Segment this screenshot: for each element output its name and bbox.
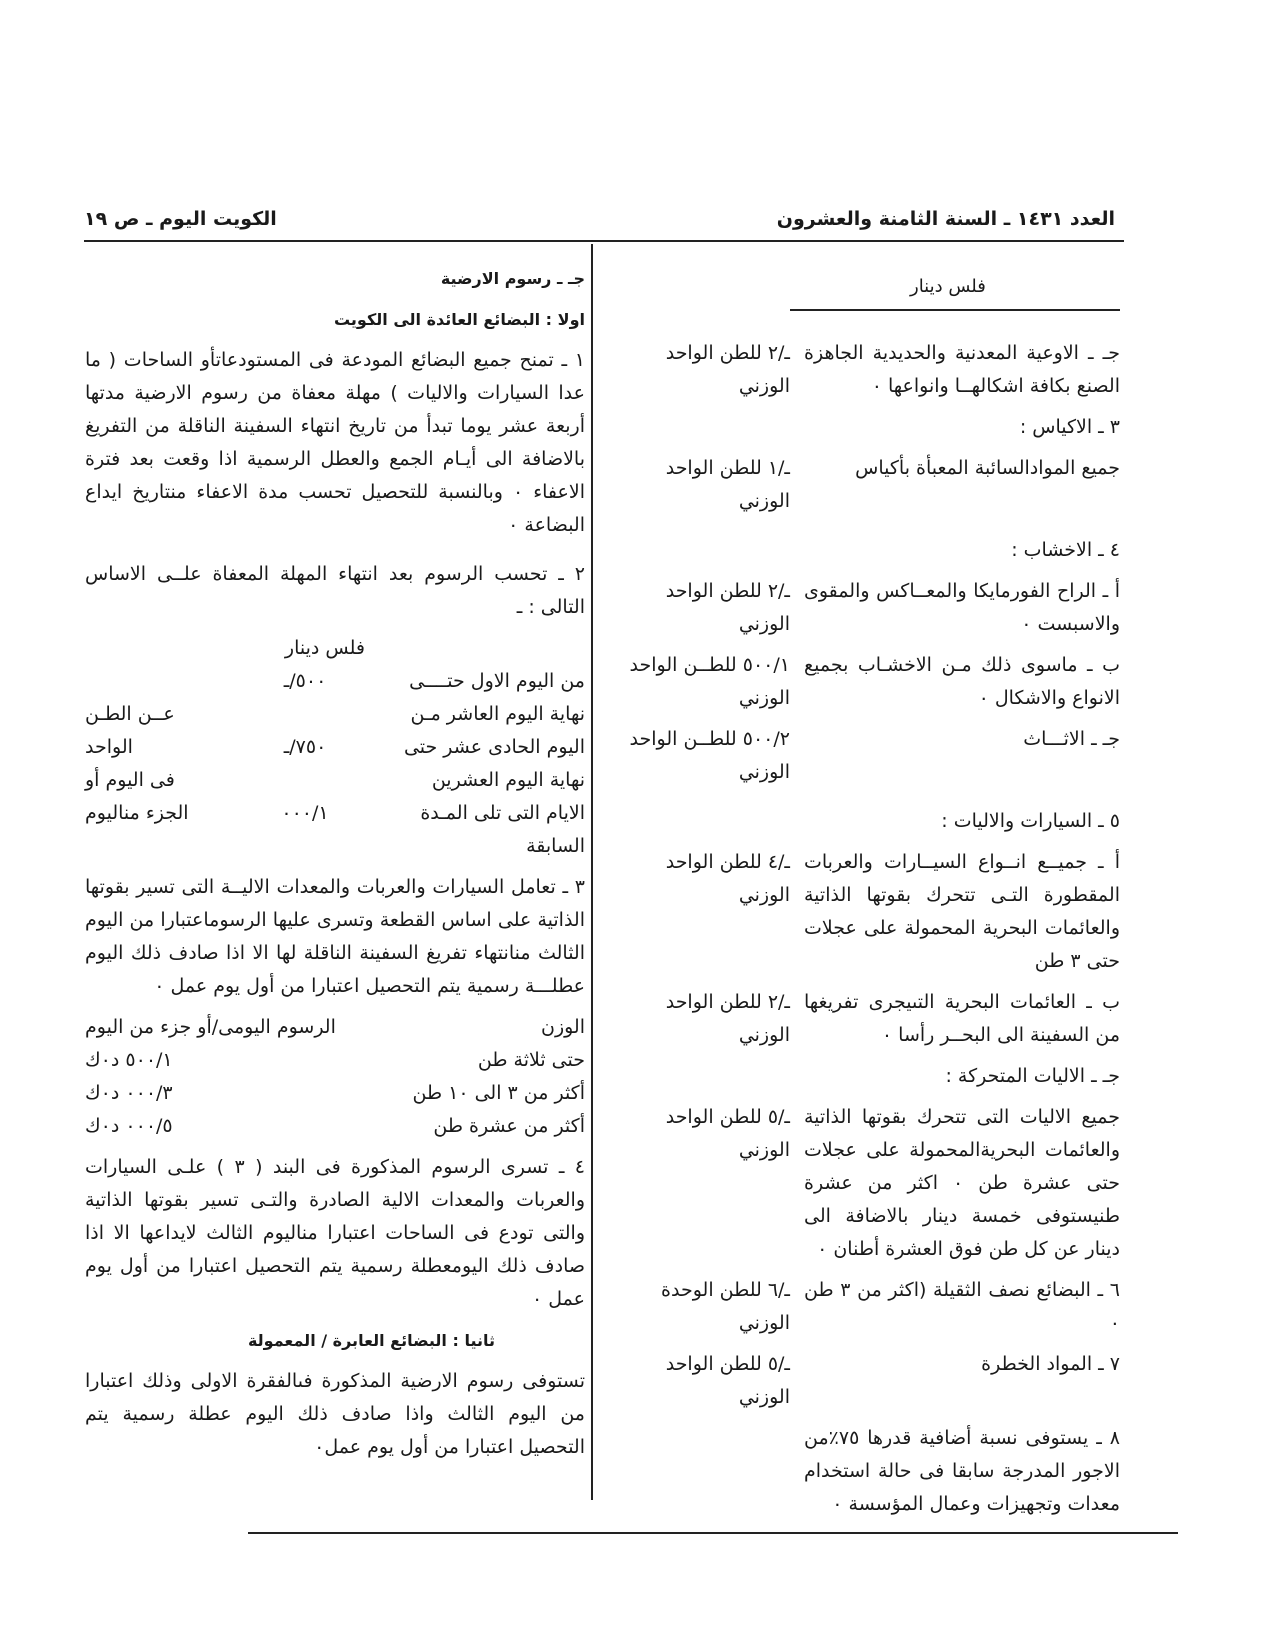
rate-item (610, 986, 1120, 1052)
weight-row (85, 1110, 585, 1143)
daily-fee: ٠٠٠/٣ د٠ك (85, 1082, 173, 1104)
item-rate: ـ/١ للطن الواحد الوزني (665, 457, 790, 512)
item-rate: ـ/٢ للطن الواحد الوزني (665, 580, 790, 635)
fee-header: الرسوم اليومى/أو جزء من اليوم (85, 1016, 336, 1038)
schedule-period: من اليوم الاول حتــــى (409, 670, 585, 692)
item-text: ب ـ العائمات البحرية التىيجرى تفريغها من السفينة الى البحــر رأسا ٠ (804, 991, 1120, 1046)
rate-item (610, 1060, 1120, 1093)
header-page: الكويت اليوم ـ ص ١٩ (84, 208, 277, 230)
schedule-note (85, 665, 225, 698)
weight-table-header (85, 1011, 585, 1044)
left-column (85, 262, 585, 1472)
schedule-rate: ٥٠٠/ـ (283, 670, 327, 692)
schedule-units: فلس دينار (284, 637, 365, 659)
daily-fee: ٠٠٠/٥ د٠ك (85, 1115, 173, 1137)
schedule-rate: ٧٥٠/ـ (283, 736, 327, 758)
schedule-row (85, 797, 585, 830)
daily-fee: ٥٠٠/١ د٠ك (85, 1049, 173, 1071)
item-text: جـ ـ الاوعية المعدنية والحديدية الجاهزة الصنع بكافة اشكالهــا وانواعها ٠ (804, 342, 1120, 397)
schedule-note (85, 830, 225, 863)
rate-item (610, 534, 1120, 567)
item-text: ٤ ـ الاخشاب : (1011, 539, 1120, 561)
item-text: ٨ ـ يستوفى نسبة أضافية قدرها ٧٥٪من الاجور المدرجة سابقا فى حالة استخدام معدات وتجهيزات وعمال المؤسسة ٠ (804, 1427, 1120, 1515)
item-text: جميع الاليات التى تتحرك بقوتها الذاتية والعائمات البحريةالمحمولة على عجلات حتى عشرة طن ٠ اكثر من عشرة طنيستوفى خمسة دينار بالاضافة الى دينار عن كل طن فوق العشرة أطنان ٠ (804, 1106, 1120, 1260)
schedule-row (85, 830, 585, 863)
item-rate: ٥٠٠/١ للطــن الواحد الوزني (629, 654, 790, 709)
schedule-rate (225, 698, 385, 731)
rate-item (610, 1422, 1120, 1521)
item-text: جـ ـ الاليات المتحركة : (945, 1065, 1120, 1087)
schedule-row (85, 731, 585, 764)
paragraph: ٤ ـ تسرى الرسوم المذكورة فى البند ( ٣ ) علـى السيارات والعربات والمعدات الالية الصادرة والتـى تسير بقوتها الذاتية والتى تودع فى الساحات اعتبارا مناليوم الثالث لايداعها الا اذا صادف ذلك اليومعطلة رسمية يتم التحصيل اعتبارا من أول يوم عمل ٠ (85, 1156, 585, 1310)
item-rate: ـ/٥ للطن الواحد الوزني (665, 1353, 790, 1408)
schedule-period: الايام التى تلى المـدة (420, 802, 585, 824)
weight-row (85, 1077, 585, 1110)
paragraph: تستوفى رسوم الارضية المذكورة فىالفقرة الاولى وذلك اعتبارا من اليوم الثالث واذا صادف ذلك اليوم عطلة رسمية يتم التحصيل اعتبارا من أول يوم عمل٠ (85, 1370, 585, 1458)
header-issue: العدد ١٤٣١ ـ السنة الثامنة والعشرون (776, 208, 1115, 230)
item-text: جـ ـ الاثـــاث (1023, 728, 1120, 750)
rate-item (610, 846, 1120, 978)
rate-item (610, 1101, 1120, 1266)
rate-item (610, 575, 1120, 641)
item-rate: ـ/٢ للطن الواحد الوزني (665, 991, 790, 1046)
column-divider (591, 244, 593, 1500)
rate-item (610, 337, 1120, 403)
item-text: ٥ ـ السيارات والاليات : (941, 810, 1120, 832)
schedule-row (85, 764, 585, 797)
footer-rule (248, 1532, 1178, 1534)
schedule-note: الواحد (85, 736, 133, 758)
schedule-period: نهاية اليوم العاشر مـن (410, 703, 585, 725)
schedule-rate: ٠٠٠/١ (281, 802, 329, 824)
rate-item (610, 723, 1120, 789)
weight-range: أكثر من ٣ الى ١٠ طن (412, 1082, 585, 1104)
right-column (610, 262, 1120, 1529)
rate-item (610, 805, 1120, 838)
subsection-heading: اولا : البضائع العائدة الى الكويت (333, 310, 585, 329)
item-text: ٧ ـ المواد الخطرة (981, 1353, 1120, 1375)
rate-item (610, 411, 1120, 444)
schedule-note: الجزء مناليوم (85, 802, 189, 824)
item-rate: ـ/٦ للطن الوحدة الوزني (661, 1279, 790, 1334)
weight-header: الوزن (540, 1016, 585, 1038)
schedule-period: السابقة (526, 835, 585, 857)
rate-item (610, 452, 1120, 518)
section-heading: جـ ـ رسوم الارضية (440, 269, 585, 288)
rate-item (610, 1274, 1120, 1340)
item-rate: ٥٠٠/٢ للطــن الواحد الوزني (629, 728, 790, 783)
subsection-heading: ثانيا : البضائع العابرة / المعمولة (247, 1331, 495, 1350)
weight-row (85, 1044, 585, 1077)
units-title: فلس دينار (790, 270, 1120, 311)
schedule-note: عــن الطـن (85, 703, 175, 725)
item-rate: ـ/٢ للطن الواحد الوزني (665, 342, 790, 397)
item-text: ٣ ـ الاكياس : (1019, 416, 1120, 438)
item-text: جميع الموادالسائبة المعبأة بأكياس (855, 457, 1120, 479)
weight-range: أكثر من عشرة طن (433, 1115, 585, 1137)
schedule-row (85, 698, 585, 731)
item-text: ب ـ ماسوى ذلك مـن الاخشـاب بجميع الانواع والاشكال ٠ (804, 654, 1120, 709)
item-text: أ ـ جميــع انــواع السيــارات والعربات المقطورة التـى تتحرك بقوتها الذاتية والعائمات البحرية المحمولة على عجلات حتى ٣ طن (804, 851, 1120, 972)
paragraph: ٢ ـ تحسب الرسوم بعد انتهاء المهلة المعفاة علــى الاساس التالى : ـ (85, 563, 585, 618)
paragraph: ١ ـ تمنح جميع البضائع المودعة فى المستودعاتأو الساحات ( ما عدا السيارات والاليات ) مهلة معفاة من رسوم الارضية مدتها أربعة عشر يوما تبدأ من تاريخ انتهاء السفينة الناقلة من التفريغ بالاضافة الى أيـام الجمع والعطل الرسمية اذا وقعت بعد فترة الاعفاء ٠ وبالنسبة للتحصيل تحسب مدة الاعفاء منتاريخ ايداع البضاعة ٠ (85, 349, 585, 536)
weight-range: حتى ثلاثة طن (477, 1049, 585, 1071)
schedule-period: نهاية اليوم العشرين (431, 769, 585, 791)
schedule-period: اليوم الحادى عشر حتى (403, 736, 585, 758)
schedule-row (85, 665, 585, 698)
header-rule (84, 240, 1124, 242)
rate-item (610, 649, 1120, 715)
item-text: ٦ ـ البضائع نصف الثقيلة (اكثر من ٣ طن ٠ (804, 1279, 1120, 1334)
rate-item (610, 1348, 1120, 1414)
item-rate: ـ/٤ للطن الواحد الوزني (665, 851, 790, 906)
schedule-rate (225, 764, 385, 797)
item-text: أ ـ الراح الفورمايكا والمعــاكس والمقوى والاسبست ٠ (804, 580, 1120, 635)
schedule-rate (225, 830, 385, 863)
schedule-note: فى اليوم أو (85, 769, 175, 791)
item-rate: ـ/٥ للطن الواحد الوزني (665, 1106, 790, 1161)
paragraph: ٣ ـ تعامل السيارات والعربات والمعدات الاليــة التى تسير بقوتها الذاتية على اساس القطعة وتسرى عليها الرسوماعتبارا من اليوم الثالث منانتهاء تفريغ السفينة الناقلة لها الا اذا صادف ذلك اليوم عطلـــة رسمية يتم التحصيل اعتبارا من أول يوم عمل ٠ (85, 876, 585, 997)
